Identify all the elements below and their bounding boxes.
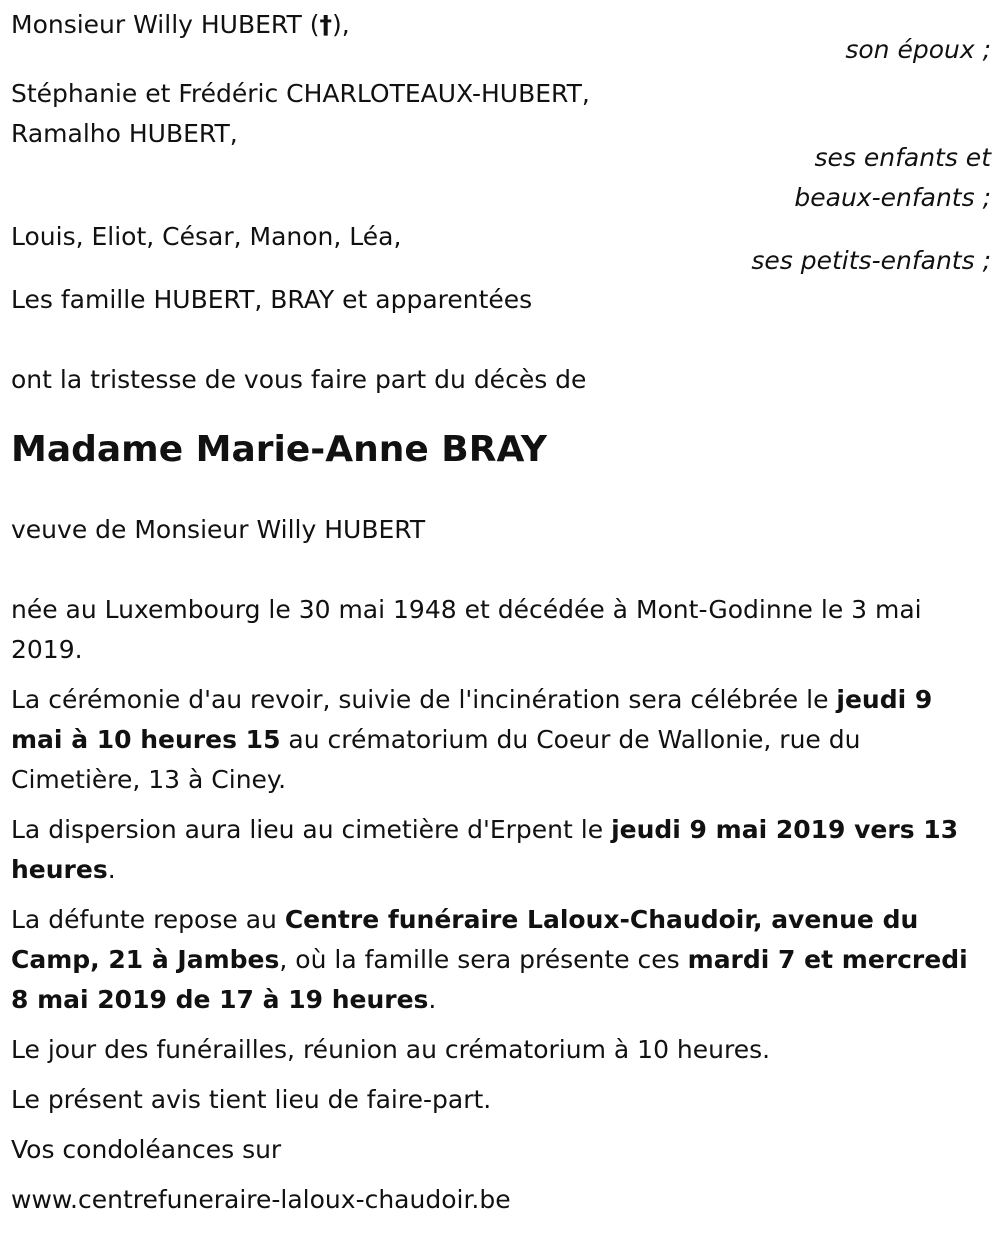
birth-death: née au Luxembourg le 30 mai 1948 et décédée à Mont-Godinne le 3 mai 2019. xyxy=(11,595,922,664)
families-line: Les famille HUBERT, BRAY et apparentées xyxy=(11,285,533,314)
ceremony-date: jeudi 9 mai à 10 heures 15 xyxy=(11,685,933,754)
cross-icon: † xyxy=(319,10,332,39)
condolences-label: Vos condoléances sur xyxy=(11,1135,282,1164)
spouse-suffix: ), xyxy=(331,10,350,39)
notice-line: Le présent avis tient lieu de faire-part. xyxy=(11,1085,492,1114)
grandchildren-role: ses petits-enfants ; xyxy=(751,246,991,275)
repose-paragraph: La défunte repose au Centre funéraire Laloux-Chaudoir, avenue du Camp, 21 à Jambes, où la famille sera présente ces mardi 7 et mercredi 8 mai 2019 de 17 à 19 heures. xyxy=(11,905,968,1014)
dispersion-paragraph: La dispersion aura lieu au cimetière d'Erpent le jeudi 9 mai 2019 vers 13 heures. xyxy=(11,815,959,884)
children-role-1: ses enfants et xyxy=(814,143,991,172)
widow-of: veuve de Monsieur Willy HUBERT xyxy=(11,515,426,544)
obituary-notice xyxy=(11,5,991,1220)
funeral-day: Le jour des funérailles, réunion au crématorium à 10 heures. xyxy=(11,1035,771,1064)
website-link[interactable]: www.centrefuneraire-laloux-chaudoir.be xyxy=(11,1185,511,1214)
spouse-name: Monsieur Willy HUBERT ( xyxy=(11,10,320,39)
children-line-1: Stéphanie et Frédéric CHARLOTEAUX-HUBERT, xyxy=(11,79,590,108)
deceased-name: Madame Marie-Anne BRAY xyxy=(11,429,547,470)
ceremony-paragraph: La cérémonie d'au revoir, suivie de l'incinération sera célébrée le jeudi 9 mai à 10 heures 15 au crématorium du Coeur de Wallonie, rue du Cimetière, 13 à Ciney. xyxy=(11,685,933,794)
grandchildren-line: Louis, Eliot, César, Manon, Léa, xyxy=(11,222,402,251)
dispersion-date: jeudi 9 mai 2019 vers 13 heures xyxy=(11,815,959,884)
visitation-dates: mardi 7 et mercredi 8 mai 2019 de 17 à 19 heures xyxy=(11,945,968,1014)
announcement: ont la tristesse de vous faire part du décès de xyxy=(11,365,587,394)
funeral-home-address: Centre funéraire Laloux-Chaudoir, avenue du Camp, 21 à Jambes xyxy=(11,905,919,974)
children-role-2: beaux-enfants ; xyxy=(794,183,991,212)
children-line-2: Ramalho HUBERT, xyxy=(11,119,238,148)
spouse-role: son époux ; xyxy=(845,35,991,64)
